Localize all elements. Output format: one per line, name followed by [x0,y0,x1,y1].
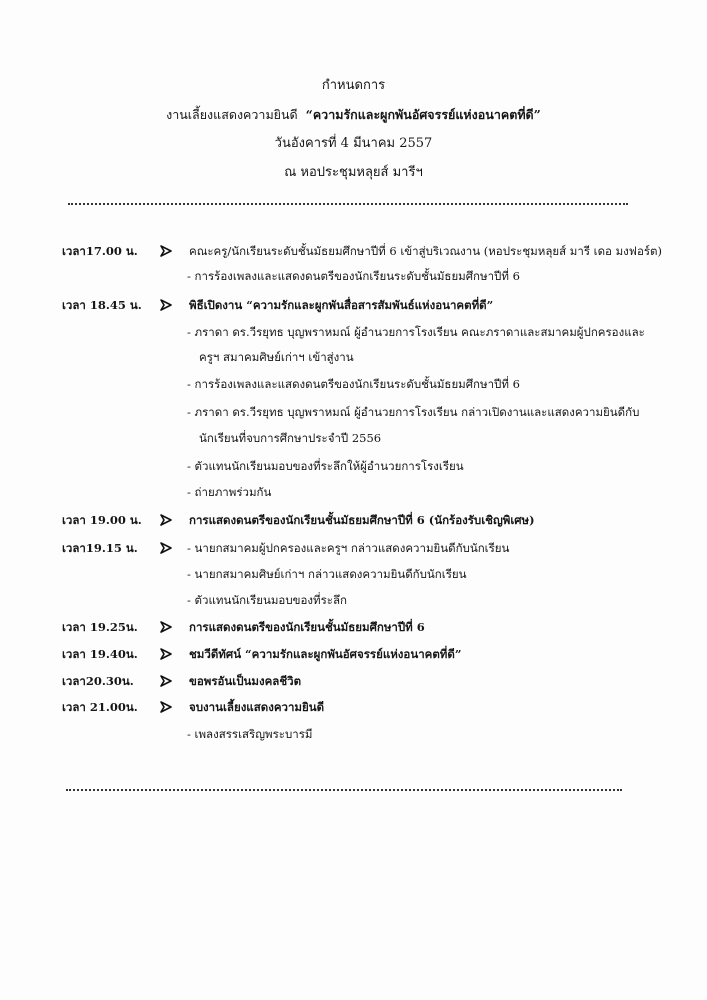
arrow-bullet-icon [160,542,172,554]
schedule-item: การแสดงดนตรีของนักเรียนชั้นมัธยมศึกษาปีที่ 6 [189,620,425,634]
bottom-dotted-divider [66,789,622,793]
schedule-item: - นายกสมาคมผู้ปกครองและครูฯ กล่าวแสดงความยินดีกับนักเรียน [187,541,510,555]
arrow-bullet-icon [160,701,172,713]
schedule-row [0,671,707,691]
schedule-time: เวลา 19.40น. [62,647,138,661]
schedule-subitem: - ถ่ายภาพร่วมกัน [187,485,272,499]
schedule-item: คณะครู/นักเรียนระดับชั้นมัธยมศึกษาปีที่ 6 เข้าสู่บริเวณงาน (หอประชุมหลุยส์ มารี เดอ มงฟอร์ต) [189,244,662,258]
schedule-row [0,538,707,558]
schedule-subitem: - เพลงสรรเสริญพระบารมี [187,727,313,741]
schedule-row [0,697,707,717]
header-event-title: “ความรักและผูกพันอัศจรรย์แห่งอนาคตที่ดี” [305,107,541,122]
schedule-subitem: ครูฯ สมาคมศิษย์เก่าฯ เข้าสู่งาน [199,350,354,364]
schedule-time: เวลา 19.00 น. [62,513,142,527]
schedule-subitem: - การร้องเพลงและแสดงดนตรีของนักเรียนระดับชั้นมัธยมศึกษาปีที่ 6 [187,269,520,283]
schedule-subitem-row [0,322,707,342]
header-event-name [0,107,707,123]
schedule-subitem-row [0,724,707,744]
schedule-subitem: - การร้องเพลงและแสดงดนตรีของนักเรียนระดับชั้นมัธยมศึกษาปีที่ 6 [187,377,520,391]
header-venue: ณ หอประชุมหลุยส์ มารีฯ [284,165,423,180]
header-event-prefix: งานเลี้ยงแสดงความยินดี [166,107,298,122]
schedule-subitem: นักเรียนที่จบการศึกษาประจำปี 2556 [199,431,382,445]
schedule-time: เวลา 19.25น. [62,620,138,634]
schedule-time: เวลา 21.00น. [62,700,138,714]
schedule-subitem: - ตัวแทนนักเรียนมอบของที่ระลึกให้ผู้อำนวยการโรงเรียน [187,459,464,473]
schedule-subitem-row [0,428,707,448]
schedule-row [0,644,707,664]
arrow-bullet-icon [160,299,172,311]
header-title: กำหนดการ [321,78,386,93]
arrow-bullet-icon [160,675,172,687]
schedule-time: เวลา 18.45 น. [62,298,142,312]
schedule-subitem-row [0,456,707,476]
schedule-item: ขอพรอันเป็นมงคลชีวิต [189,674,302,688]
schedule-time: เวลา19.15 น. [62,541,138,555]
schedule-subitem-row [0,482,707,502]
schedule-time: เวลา20.30น. [62,674,134,688]
schedule-item: พิธีเปิดงาน “ความรักและผูกพันสื่อสารสัมพันธ์แห่งอนาคตที่ดี” [189,298,494,312]
schedule-item: ชมวีดีทัศน์ “ความรักและผูกพันอัศจรรย์แห่งอนาคตที่ดี” [189,647,462,661]
schedule-item: การแสดงดนตรีของนักเรียนชั้นมัธยมศึกษาปีที่ 6 (นักร้องรับเชิญพิเศษ) [189,513,535,527]
schedule-subitem: - ภราดา ดร.วีรยุทธ บุญพราหมณ์ ผู้อำนวยการโรงเรียน คณะภราดาและสมาคมผู้ปกครองและ [187,325,645,339]
schedule-subitem-row [0,374,707,394]
schedule-subitem-row [0,347,707,367]
schedule-subitem-row [0,564,707,584]
arrow-bullet-icon [160,514,172,526]
schedule-subitem-row [0,402,707,422]
header-date: วันอังคารที่ 4 มีนาคม 2557 [274,136,433,151]
schedule-time: เวลา17.00 น. [62,244,138,258]
schedule-subitem: - ภราดา ดร.วีรยุทธ บุญพราหมณ์ ผู้อำนวยการโรงเรียน กล่าวเปิดงานและแสดงความยินดีกับ [187,405,640,419]
schedule-row [0,510,707,530]
schedule-subitem-row [0,266,707,286]
arrow-bullet-icon [160,648,172,660]
document-header [0,78,707,194]
top-dotted-divider [68,203,628,207]
schedule-row [0,617,707,637]
schedule-item: จบงานเลี้ยงแสดงความยินดี [189,700,325,714]
schedule-subitem: - นายกสมาคมศิษย์เก่าฯ กล่าวแสดงความยินดีกับนักเรียน [187,567,467,581]
schedule-row [0,295,707,315]
schedule-subitem: - ตัวแทนนักเรียนมอบของที่ระลึก [187,593,347,607]
schedule-subitem-row [0,590,707,610]
schedule-row [0,241,707,261]
arrow-bullet-icon [160,245,172,257]
arrow-bullet-icon [160,621,172,633]
